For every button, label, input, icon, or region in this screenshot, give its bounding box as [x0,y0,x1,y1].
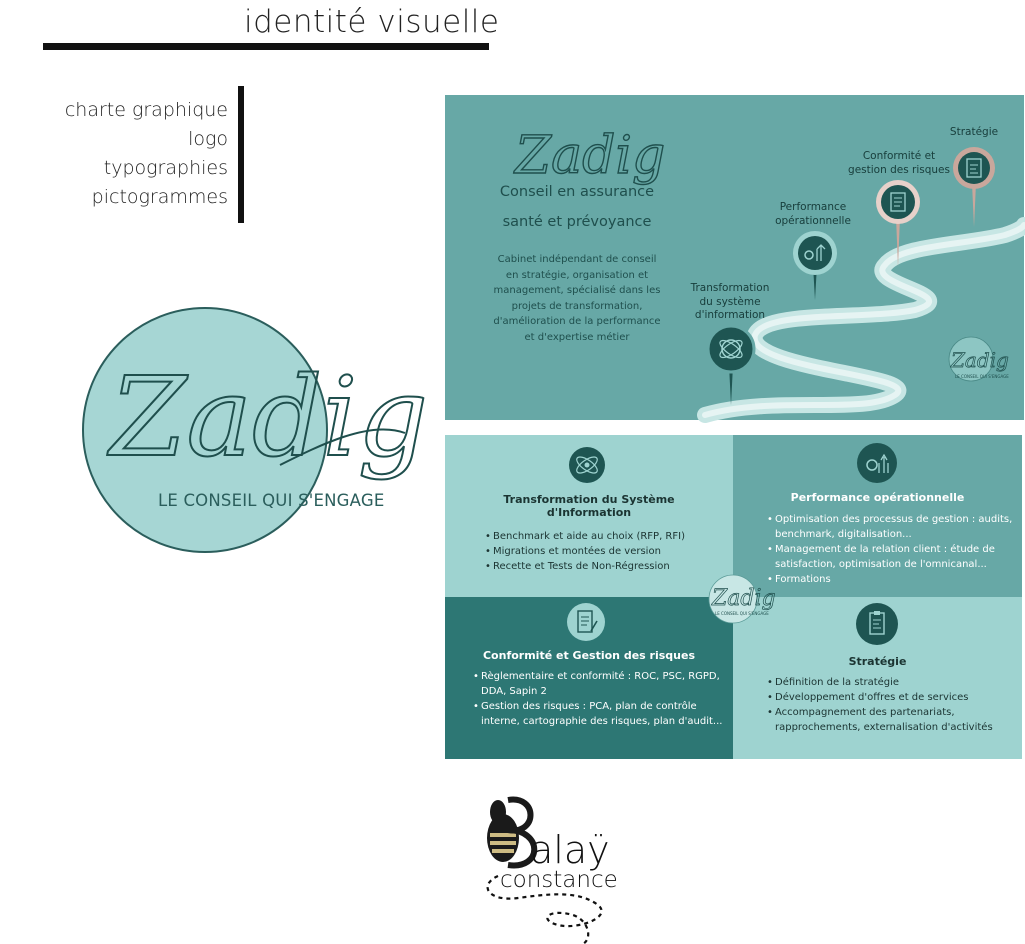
cell-title: Performance opérationnelle [790,491,965,504]
list-item: • Accompagnement des partenariats, rapprochements, externalisation d'activités [767,705,1025,735]
title-underline [43,43,489,50]
cell-list [463,669,731,729]
cell-conformite [445,597,733,759]
cell-title [445,493,733,519]
services-list [40,96,228,212]
cell-list [757,675,1025,735]
banner-subtitle-1: Conseil en assurance [499,184,655,200]
mini-logo-tagline: LE CONSEIL QUI S'ENGAGE [955,374,1009,379]
center-logo-tagline: LE CONSEIL QUI S'ENGAGE [715,611,769,616]
balay-constance-logo [478,790,648,944]
pin-label-strategie: Stratégie [949,126,999,138]
logo-brand: Zadig [110,353,429,481]
cell-transformation [445,435,733,597]
list-item: • Gestion des risques : PCA, plan de contrôle interne, cartographie des risques, plan d'audit... [473,699,731,729]
pin-label-performance: Performance opérationnelle [775,201,851,227]
list-item: • Management de la relation client : étude de satisfaction, optimisation de l'omnicanal... [767,542,1025,572]
service-item: typographies [103,157,228,179]
list-item: • Développement d'offres et de services [767,690,1025,705]
cell-strategie [733,597,1022,759]
atom-icon [569,447,605,483]
service-item: charte graphique [64,99,228,121]
pin-label-conformite: Conformité et gestion des risques [848,150,950,176]
clipboard-icon [856,603,898,645]
service-item: logo [188,128,228,150]
cell-title-line: Transformation du Système [503,493,675,506]
list-item: • Formations [767,572,1025,587]
center-logo [702,573,776,625]
banner-brand: Zadig [515,126,666,186]
signature-name-line2: constance [500,867,618,893]
list-item: • Règlementaire et conformité : ROC, PSC, RGPD, DDA, Sapin 2 [473,669,731,699]
center-logo-brand: Zadig [712,586,776,611]
cell-title: Conformité et Gestion des risques [482,649,695,662]
services-grid [445,435,1022,759]
gear-growth-icon [857,443,897,483]
list-item: • Définition de la stratégie [767,675,1025,690]
list-item: • Benchmark et aide au choix (RFP, RFI) [485,529,735,544]
service-item: pictogrammes [91,186,228,208]
logo-tagline: LE CONSEIL QUI S'ENGAGE [158,491,385,510]
mini-logo [949,337,1009,381]
list-item: • Recette et Tests de Non-Régression [485,559,735,574]
pin-strategie [953,147,995,227]
cell-title: Stratégie [848,655,907,668]
cell-list [475,529,735,574]
banner-description: Cabinet indépendant de conseil en stratégie, organisation et management, spécialisé dans les projets de transformation, d'amélioration de la performance et d'expertise métier [493,254,661,343]
checklist-icon [567,603,605,641]
cell-list [757,512,1025,587]
pin-label-transformation: Transformation du système d'information [690,282,770,321]
signature-name-line1: alaÿ [530,828,610,872]
services-divider [238,86,244,223]
cell-title-line: d'Information [546,506,632,519]
pin-transformation [708,326,754,405]
list-item: • Optimisation des processus de gestion : audits, benchmark, digitalisation... [767,512,1025,542]
bee-icon [487,800,534,866]
mini-logo-brand: Zadig [951,348,1009,372]
pin-performance [793,231,837,300]
page-title: identité visuelle [244,4,500,40]
zadig-banner [445,95,1024,420]
list-item: • Migrations et montées de version [485,544,735,559]
zadig-logo [80,305,429,555]
cell-performance [733,435,1022,597]
banner-subtitle-2: santé et prévoyance [502,214,652,230]
